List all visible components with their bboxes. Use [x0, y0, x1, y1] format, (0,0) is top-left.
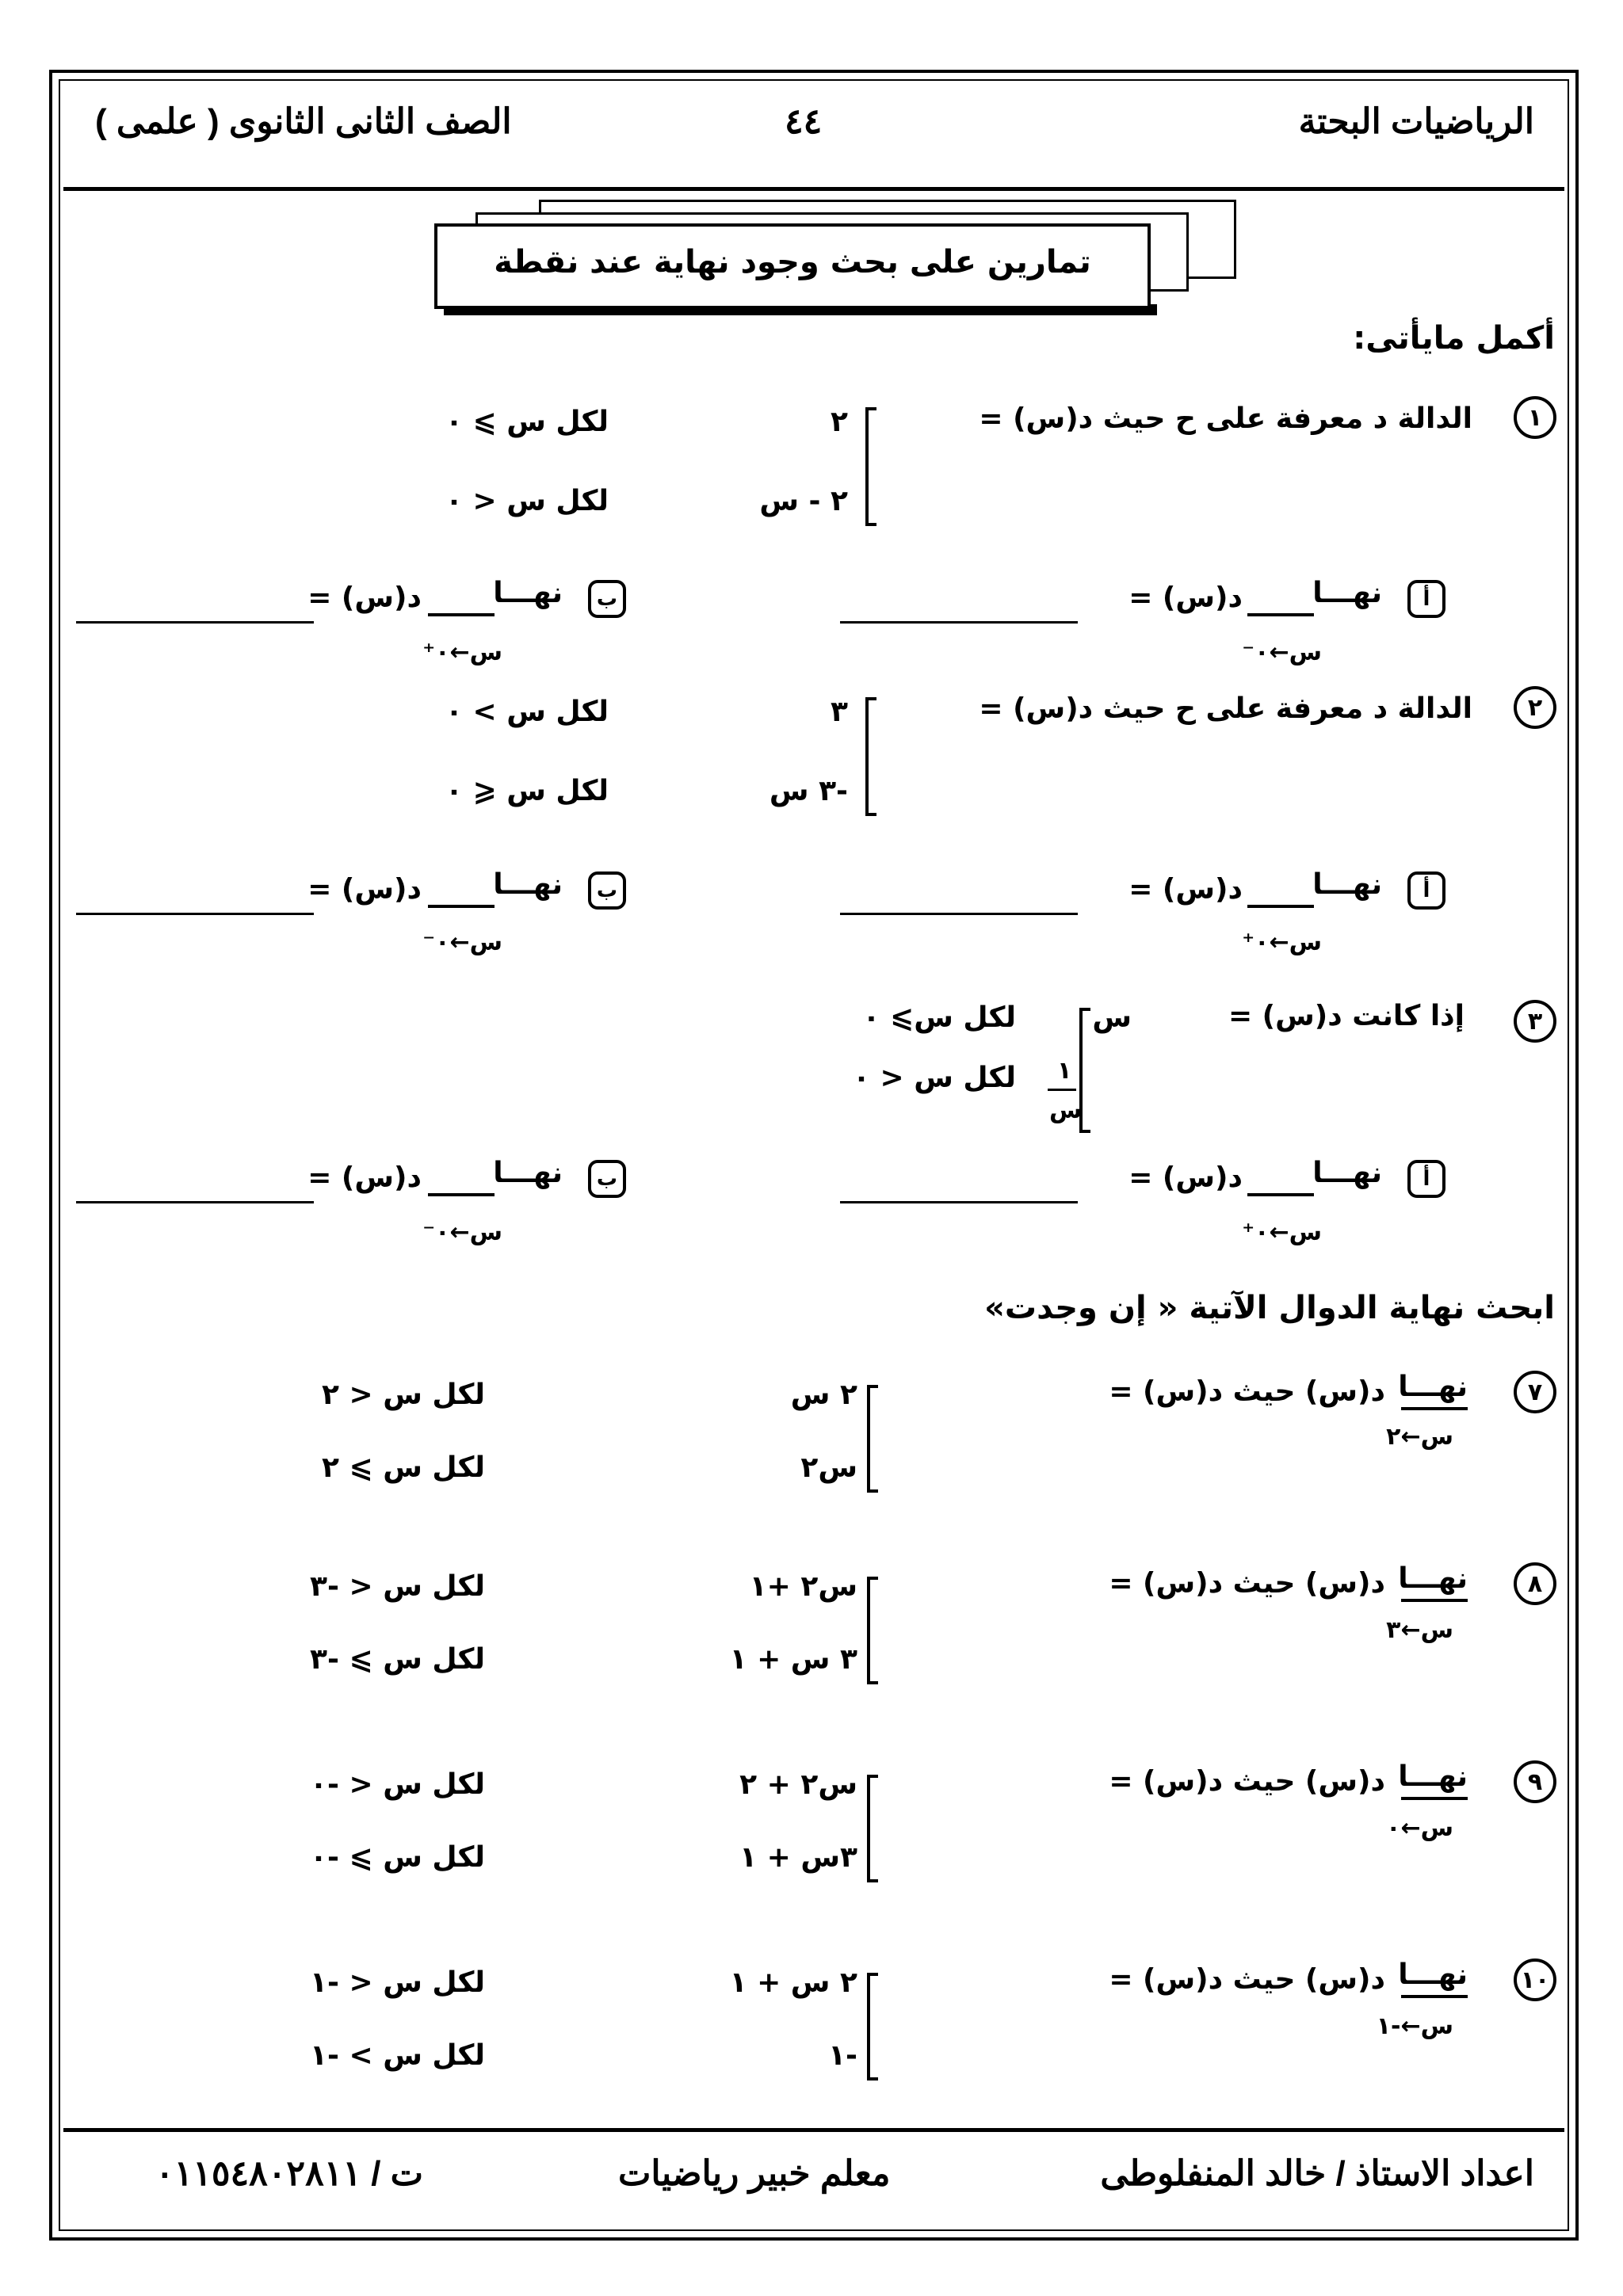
q9-condition2: لكل س ⩾ -٠ — [310, 1841, 485, 1874]
q10-lim-bar — [1401, 1995, 1468, 1998]
q1-case2-value: ٢ - س — [759, 485, 848, 517]
footer-author: اعداد الاستاذ / خالد المنفلوطى — [1100, 2154, 1534, 2193]
q1-case1-condition: لكل س ⩾ ٠ — [445, 406, 609, 438]
q2b-lim: نهـــا — [493, 868, 563, 901]
q7-definition: د(س) حيث د(س) = — [1109, 1375, 1385, 1408]
q10-case1: ٢ س + ١ — [729, 1966, 857, 1999]
q1a-lim: نهـــا — [1312, 577, 1382, 609]
q3-part-b-label: ب — [588, 1160, 626, 1198]
q8-lim-subscript: س←٣ — [1386, 1616, 1453, 1644]
q9-lim: نهـــا — [1398, 1760, 1468, 1793]
header-rule — [63, 187, 1564, 191]
q2a-answer-blank[interactable] — [840, 913, 1078, 915]
q2-brace — [865, 697, 876, 816]
q3-fraction-bar — [1048, 1089, 1076, 1091]
q9-lim-subscript: س←٠ — [1386, 1814, 1453, 1842]
q1a-lim-subscript: س←٠⁻ — [1242, 639, 1322, 666]
q8-case2: ٣ س + ١ — [729, 1643, 857, 1676]
q1b-lim: نهـــا — [493, 577, 563, 609]
q3-fraction-numerator: ١ — [1057, 1057, 1072, 1085]
q2-part-b-label: ب — [588, 871, 626, 910]
q3a-answer-blank[interactable] — [840, 1201, 1078, 1203]
q3b-lim: نهـــا — [493, 1157, 563, 1189]
q2-stem: الدالة د معرفة على ح حيث د(س) = — [979, 692, 1472, 725]
q10-case2: -١ — [828, 2039, 857, 2072]
q3a-lim-bar — [1247, 1193, 1314, 1196]
footer-role: معلم خبير رياضيات — [618, 2154, 891, 2193]
q7-lim: نهـــا — [1398, 1371, 1468, 1403]
q3-case1-value: س — [1092, 1001, 1132, 1034]
q1-part-a-label: أ — [1407, 580, 1445, 618]
q7-case2: س٢ — [800, 1451, 857, 1484]
q9-lim-bar — [1401, 1797, 1468, 1800]
q7-lim-bar — [1401, 1407, 1468, 1410]
q3-case1-condition: لكل س⩾ ٠ — [862, 1001, 1016, 1034]
title-box — [434, 223, 1151, 309]
title-text: تمارين على بحث وجود نهاية عند نقطة — [494, 244, 1091, 280]
question-number-1: ١ — [1514, 396, 1556, 439]
section-find-limits-heading: ابحث نهاية الدوال الآتية « إن وجدت» — [984, 1290, 1555, 1326]
q1a-answer-blank[interactable] — [840, 621, 1078, 624]
q8-lim: نهـــا — [1398, 1562, 1468, 1595]
q3a-lim-subscript: س←٠⁺ — [1242, 1219, 1322, 1246]
q1-case2-condition: لكل س < ٠ — [445, 485, 609, 517]
q10-brace — [867, 1973, 878, 2081]
q8-lim-bar — [1401, 1599, 1468, 1602]
q3b-answer-blank[interactable] — [76, 1201, 314, 1203]
q9-case1: س٢ + ٢ — [739, 1768, 857, 1801]
q1b-d-s: د(س) = — [307, 582, 422, 614]
q3a-d-s: د(س) = — [1128, 1161, 1243, 1194]
q8-case1: س٢ +١ — [749, 1570, 857, 1603]
q9-definition: د(س) حيث د(س) = — [1109, 1765, 1385, 1798]
q10-lim-subscript: س←-١ — [1376, 2012, 1453, 2040]
q8-definition: د(س) حيث د(س) = — [1109, 1567, 1385, 1600]
question-number-8: ٨ — [1514, 1562, 1556, 1605]
q1-case1-value: ٢ — [831, 406, 848, 438]
q2b-lim-subscript: س←٠⁻ — [422, 929, 502, 956]
q2a-lim: نهـــا — [1312, 868, 1382, 901]
q2a-lim-subscript: س←٠⁺ — [1242, 929, 1322, 956]
q10-lim: نهـــا — [1398, 1958, 1468, 1991]
q3-fraction-denominator: س — [1049, 1097, 1083, 1124]
q3b-d-s: د(س) = — [307, 1161, 422, 1194]
footer-phone: ت / ٠١١٥٤٨٠٢٨١١ — [155, 2154, 424, 2193]
header-page-number: ٤٤ — [785, 102, 823, 141]
q9-condition1: لكل س < -٠ — [310, 1768, 485, 1801]
q3b-lim-bar — [428, 1193, 495, 1196]
q8-condition1: لكل س < -٣ — [310, 1570, 485, 1603]
q1a-d-s: د(س) = — [1128, 582, 1243, 614]
q2-case1-condition: لكل س > ٠ — [445, 696, 609, 728]
question-number-3: ٣ — [1514, 1000, 1556, 1043]
footer-rule — [63, 2128, 1564, 2132]
q3b-lim-subscript: س←٠⁻ — [422, 1219, 502, 1246]
q3-stem: إذا كانت د(س) = — [1228, 1000, 1465, 1032]
q7-case1: ٢ س — [790, 1379, 857, 1411]
header-grade: الصف الثانى الثانوى ( علمى ) — [95, 102, 512, 141]
q1-part-b-label: ب — [588, 580, 626, 618]
q8-condition2: لكل س ⩾ -٣ — [310, 1643, 485, 1676]
q7-lim-subscript: س←٢ — [1386, 1423, 1453, 1451]
q1-stem: الدالة د معرفة على ح حيث د(س) = — [979, 402, 1472, 435]
header-subject: الرياضيات البحتة — [1298, 102, 1534, 141]
q7-condition1: لكل س < ٢ — [321, 1379, 485, 1411]
q3-case2-condition: لكل س < ٠ — [852, 1062, 1016, 1094]
q2b-d-s: د(س) = — [307, 873, 422, 906]
q2b-lim-bar — [428, 905, 495, 908]
q10-definition: د(س) حيث د(س) = — [1109, 1963, 1385, 1996]
q2a-d-s: د(س) = — [1128, 873, 1243, 906]
q2-case2-condition: لكل س ⩽ ٠ — [445, 775, 609, 807]
q1b-lim-subscript: س←٠⁺ — [422, 639, 502, 666]
q10-condition1: لكل س < -١ — [310, 1966, 485, 1999]
q1a-lim-bar — [1247, 613, 1314, 616]
question-number-10: ١٠ — [1514, 1958, 1556, 2001]
question-number-7: ٧ — [1514, 1371, 1556, 1413]
q10-condition2: لكل س > -١ — [310, 2039, 485, 2072]
q8-brace — [867, 1577, 878, 1684]
q2b-answer-blank[interactable] — [76, 913, 314, 915]
q3-part-a-label: أ — [1407, 1160, 1445, 1198]
q1b-lim-bar — [428, 613, 495, 616]
q9-brace — [867, 1775, 878, 1882]
q7-condition2: لكل س ⩾ ٢ — [321, 1451, 485, 1484]
q3a-lim: نهـــا — [1312, 1157, 1382, 1189]
q7-brace — [867, 1385, 878, 1493]
question-number-9: ٩ — [1514, 1760, 1556, 1803]
q2-case2-value: -٣ س — [769, 775, 848, 807]
q2a-lim-bar — [1247, 905, 1314, 908]
q2-case1-value: ٣ — [831, 696, 848, 728]
question-number-2: ٢ — [1514, 686, 1556, 729]
q9-case2: ٣س + ١ — [739, 1841, 857, 1874]
q1-brace — [865, 407, 876, 526]
q2-part-a-label: أ — [1407, 871, 1445, 910]
q1b-answer-blank[interactable] — [76, 621, 314, 624]
section-complete-heading: أكمل مايأتى: — [1353, 320, 1555, 357]
